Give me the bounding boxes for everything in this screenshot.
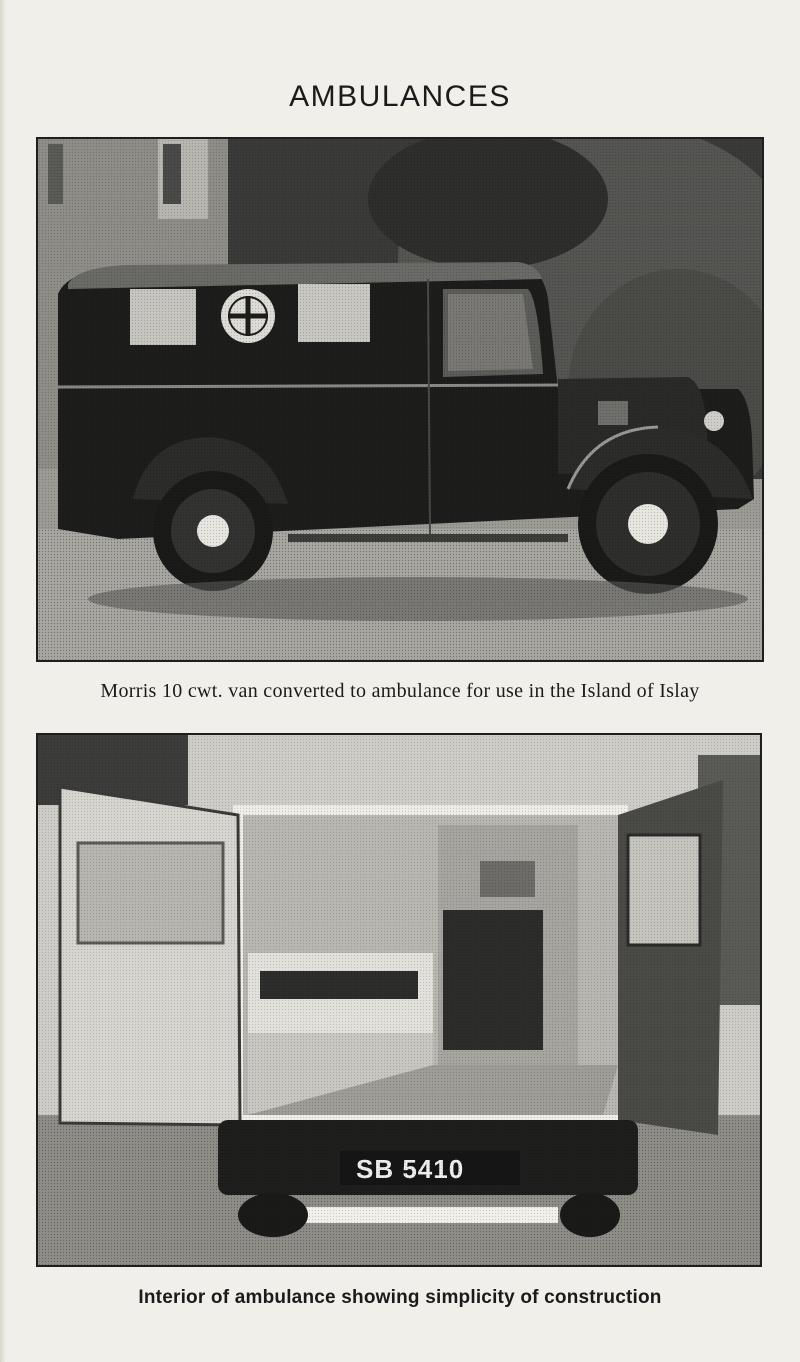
page-title: AMBULANCES — [289, 80, 511, 113]
ambulance-interior-photo — [36, 733, 762, 1267]
figure-caption-exterior: Morris 10 cwt. van converted to ambulance for use in the Island of Islay — [100, 680, 700, 702]
ambulance-exterior-photo — [36, 137, 764, 662]
figure-caption-interior: Interior of ambulance showing simplicity of construction — [138, 1287, 662, 1308]
